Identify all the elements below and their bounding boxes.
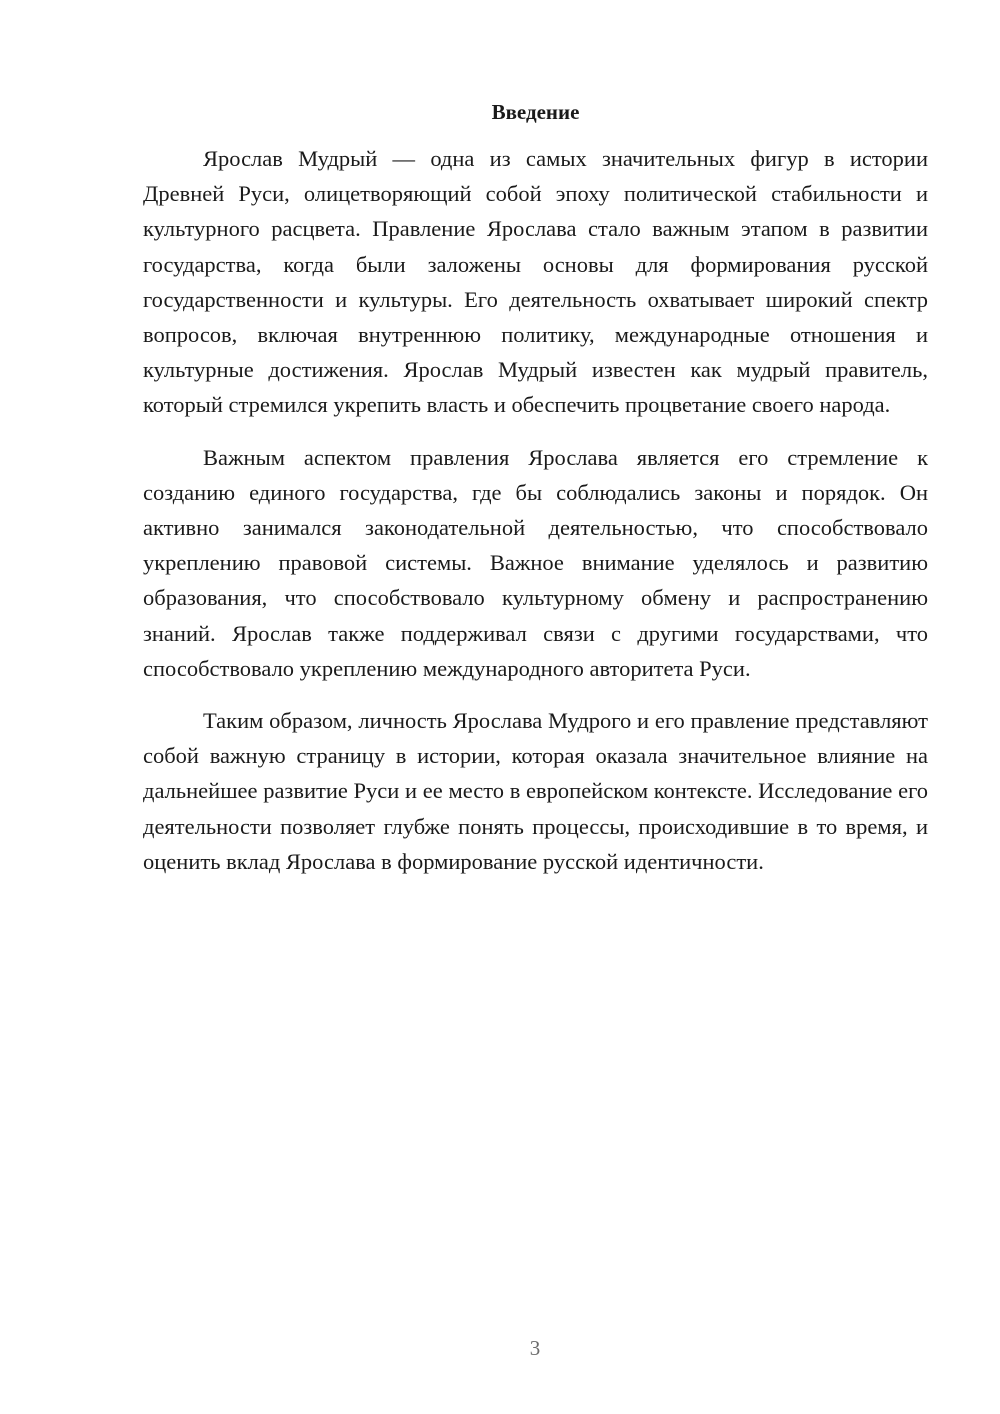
paragraph-1: Ярослав Мудрый — одна из самых значительных фигур в истории Древней Руси, олицетворяющий собой эпоху политической стабильности и культурного расцвета. Правление Ярослава стало важным этапом в развитии государства, когда были заложены основы для формирования русской государственности и культуры. Его деятельность охватывает широкий спектр вопросов, включая внутреннюю политику, международные отношения и культурные достижения. Ярослав Мудрый известен как мудрый правитель, который стремился укрепить власть и обеспечить процветание своего народа. [143,146,928,418]
paragraph-3: Таким образом, личность Ярослава Мудрого и его правление представляют собой важную страницу в истории, которая оказала значительное влияние на дальнейшее развитие Руси и ее место в европейском контексте. Исследование его деятельности позволяет глубже понять процессы, происходившие в то время, и оценить вклад Ярослава в формирование русской идентичности. [143,708,928,874]
page-number: 3 [529,1336,541,1360]
paragraph-2: Важным аспектом правления Ярослава является его стремление к созданию единого государства, где бы соблюдались законы и порядок. Он активно занимался законодательной деятельностью, что способствовало укреплению правовой системы. Важное внимание уделялось и развитию образования, что способствовало культурному обмену и распространению знаний. Ярослав также поддерживал связи с другими государствами, что способствовало укреплению международного авторитета Руси. [143,444,928,681]
section-heading: Введение [491,100,580,124]
body-text [143,141,928,896]
